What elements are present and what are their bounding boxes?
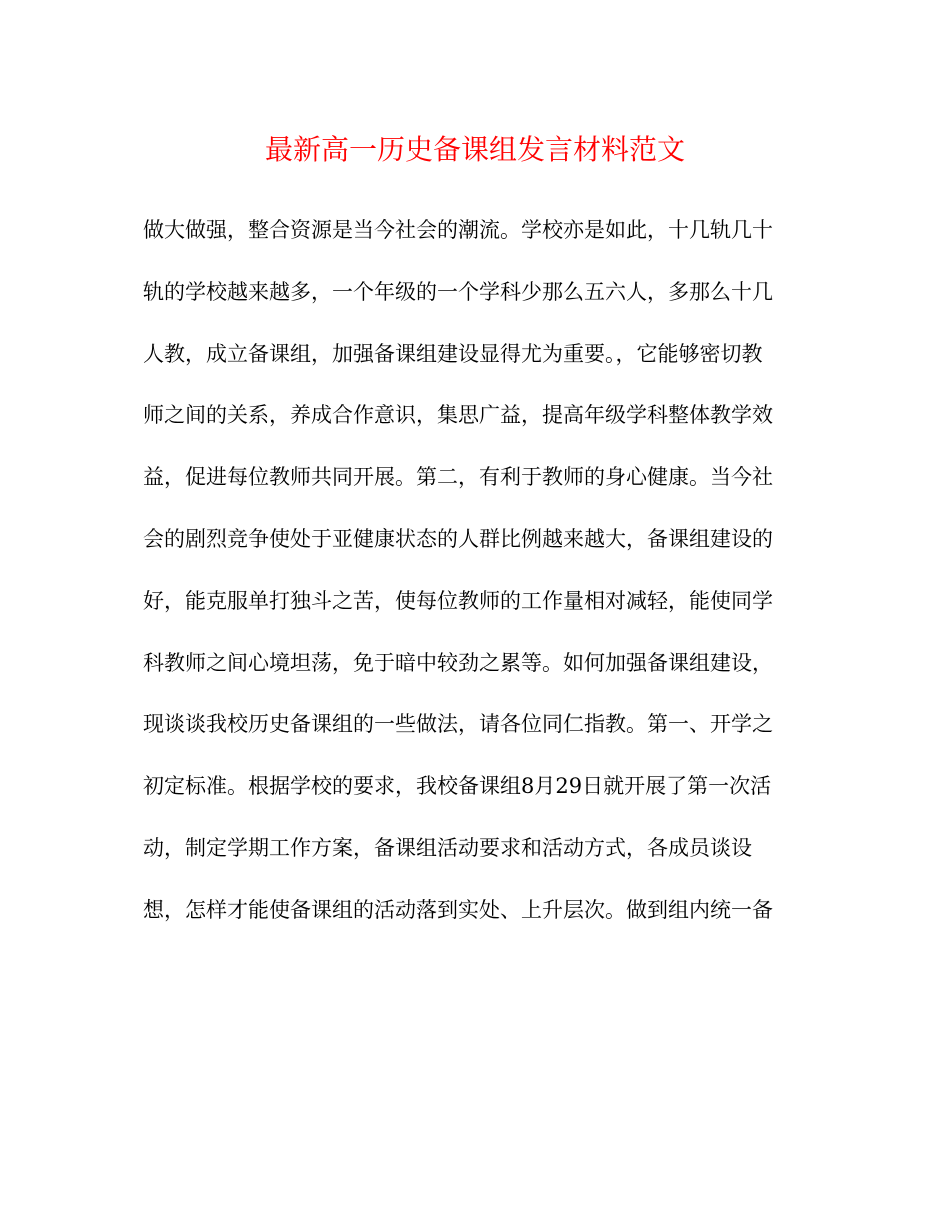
body-line: 会的剧烈竞争使处于亚健康状态的人群比例越来越大，备课组建设的: [143, 526, 773, 551]
document-title: 最新高一历史备课组发言材料范文: [264, 133, 685, 166]
body-line: 想，怎样才能使备课组的活动落到实处、上升层次。做到组内统一备: [143, 897, 773, 922]
body-line: 初定标准。根据学校的要求，我校备课组8月29日就开展了第一次活: [143, 774, 772, 799]
document-body: [143, 208, 823, 950]
body-line: 科教师之间心境坦荡，免于暗中较劲之累等。如何加强备课组建设，: [143, 650, 773, 675]
body-line: 好，能克服单打独斗之苦，使每位教师的工作量相对减轻，能使同学: [143, 588, 773, 613]
body-line: 做大做强，整合资源是当今社会的潮流。学校亦是如此，十几轨几十: [143, 218, 773, 242]
body-line: 益，促进每位教师共同开展。第二，有利于教师的身心健康。当今社: [143, 465, 773, 490]
body-line: 轨的学校越来越多，一个年级的一个学科少那么五六人，多那么十几: [143, 279, 773, 304]
body-line: 师之间的关系，养成合作意识，集思广益，提高年级学科整体教学效: [143, 403, 773, 428]
body-line: 动，制定学期工作方案，备课组活动要求和活动方式，各成员谈设: [143, 835, 752, 860]
body-line: 现谈谈我校历史备课组的一些做法，请各位同仁指教。第一、开学之: [143, 712, 773, 737]
body-line: 人教，成立备课组，加强备课组建设显得尤为重要。，它能够密切教: [143, 341, 763, 366]
